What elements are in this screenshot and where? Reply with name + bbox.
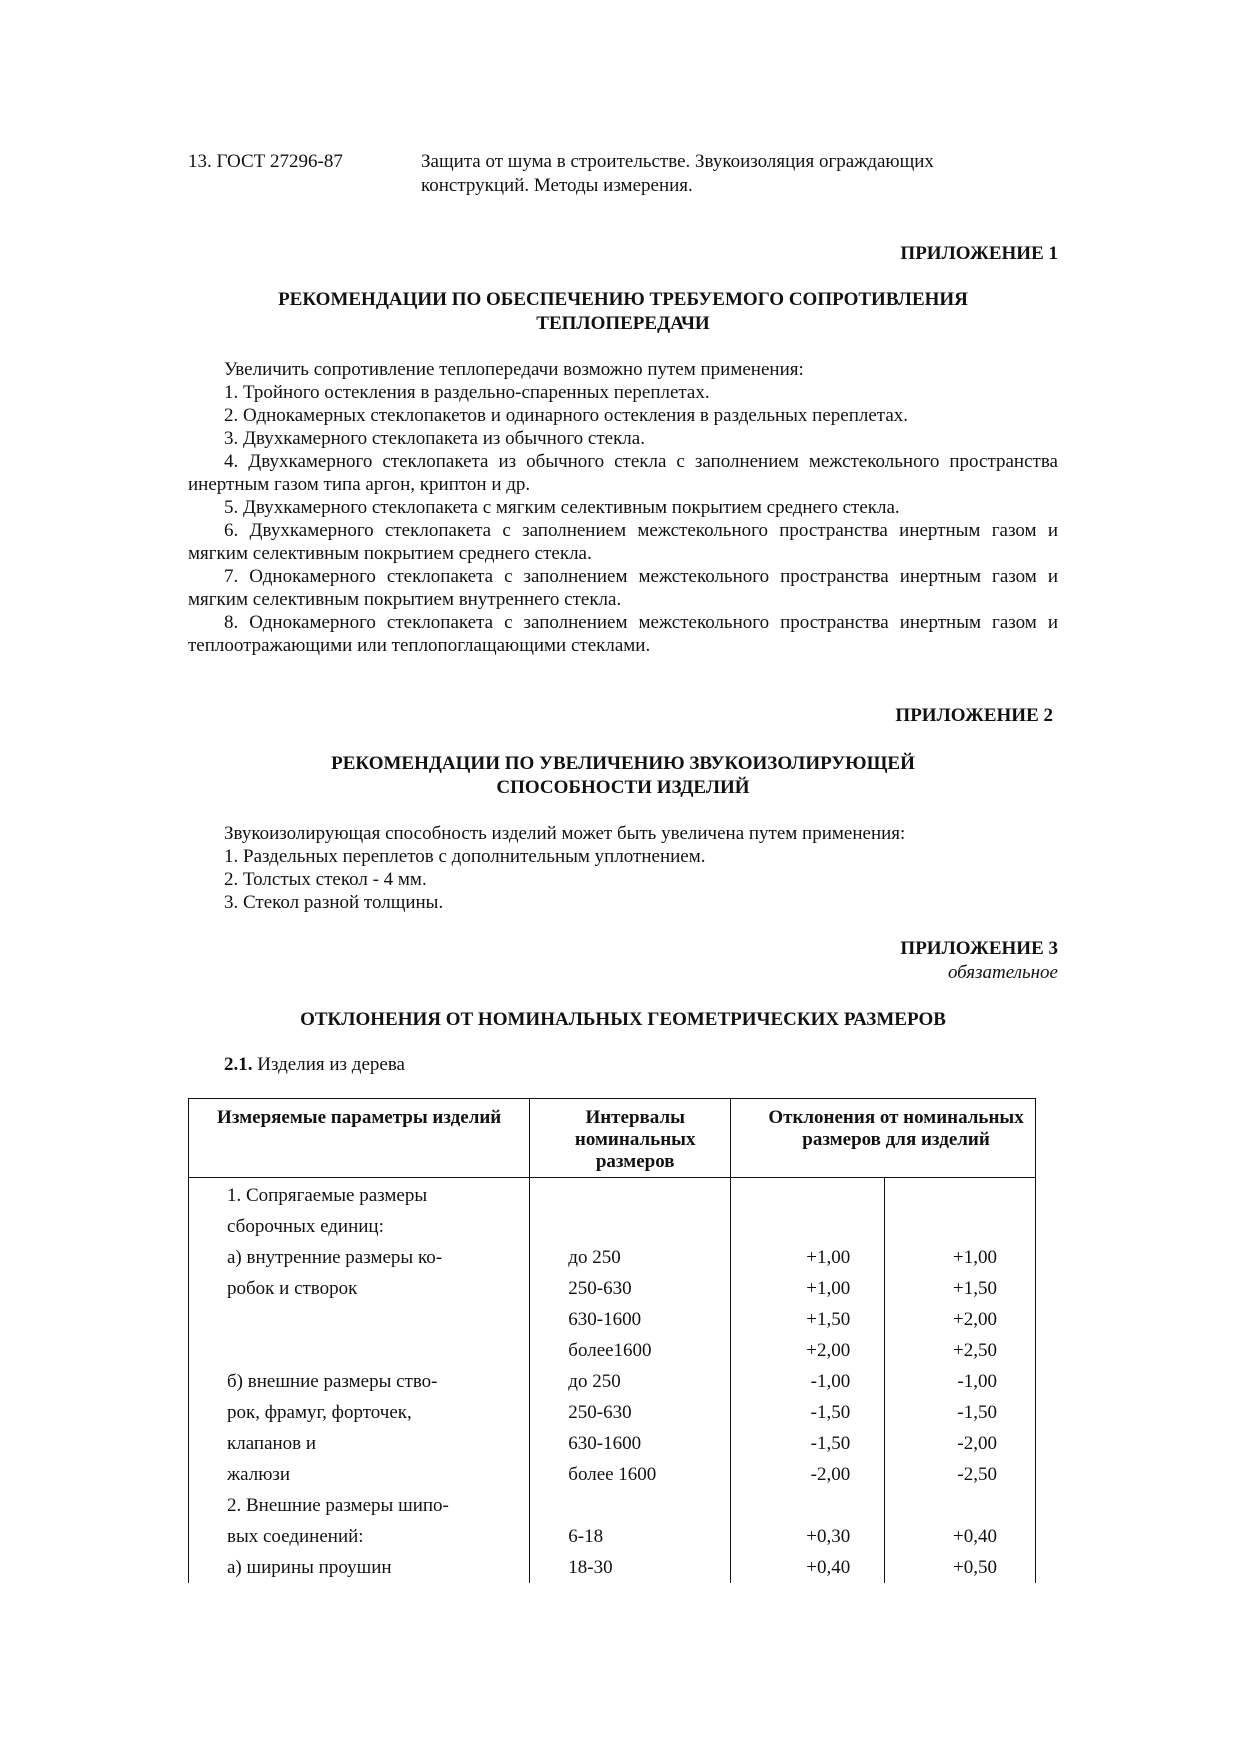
table-row xyxy=(189,1552,1036,1583)
table-row xyxy=(189,1304,1036,1335)
table-row xyxy=(189,1428,1036,1459)
reference-number: 13. ГОСТ 27296-87 xyxy=(188,151,343,172)
appendix-1-item: 6. Двухкамерного стеклопакета с заполнением межстекольного пространства инертным газом и мягким селективным покрытием среднего стекла. xyxy=(188,520,1058,564)
parameter-cell: рок, фрамуг, форточек, xyxy=(189,1397,530,1428)
table-row xyxy=(189,1366,1036,1397)
appendix-2-intro: Звукоизолирующая способность изделий может быть увеличена путем применения: xyxy=(224,823,906,844)
deviation-cell xyxy=(885,1178,1036,1212)
column-header: Измеряемые параметры изделий xyxy=(189,1099,530,1178)
parameter-cell: вых соединений: xyxy=(189,1521,530,1552)
column-header: Интервалы номинальных размеров xyxy=(530,1099,731,1178)
interval-cell: 6-18 xyxy=(530,1521,731,1552)
interval-cell xyxy=(530,1211,731,1242)
appendix-1-body xyxy=(188,358,1058,657)
parameter-cell: 1. Сопрягаемые размеры xyxy=(189,1178,530,1212)
appendix-1-item: 2. Однокамерных стеклопакетов и одинарного остекления в раздельных переплетах. xyxy=(224,405,909,426)
deviation-cell: +2,50 xyxy=(885,1335,1036,1366)
parameter-cell xyxy=(189,1335,530,1366)
appendix-1-item: 7. Однокамерного стеклопакета с заполнением межстекольного пространства инертным газом и мягким селективным покрытием внутреннего стекла. xyxy=(188,566,1058,610)
interval-cell: до 250 xyxy=(530,1366,731,1397)
deviation-cell xyxy=(731,1211,885,1242)
interval-cell: 630-1600 xyxy=(530,1428,731,1459)
deviation-cell: -1,50 xyxy=(731,1428,885,1459)
appendix-2-item: 2. Толстых стекол - 4 мм. xyxy=(224,869,427,890)
deviation-cell: +1,50 xyxy=(885,1273,1036,1304)
deviation-cell: +0,30 xyxy=(731,1521,885,1552)
interval-cell: 630-1600 xyxy=(530,1304,731,1335)
deviation-cell xyxy=(885,1490,1036,1521)
deviation-cell: -1,50 xyxy=(885,1397,1036,1428)
deviations-table xyxy=(188,1098,1036,1583)
column-header: Отклонения от номинальных размеров для изделий xyxy=(731,1099,1036,1178)
appendix-1-heading-line1: РЕКОМЕНДАЦИИ ПО ОБЕСПЕЧЕНИЮ ТРЕБУЕМОГО СОПРОТИВЛЕНИЯ xyxy=(278,289,968,310)
table-row xyxy=(189,1459,1036,1490)
appendix-2-body xyxy=(188,822,1058,914)
deviation-cell: +0,40 xyxy=(885,1521,1036,1552)
parameter-cell: а) внутренние размеры ко- xyxy=(189,1242,530,1273)
deviation-cell: -2,00 xyxy=(731,1459,885,1490)
deviation-cell xyxy=(731,1178,885,1212)
table-row xyxy=(189,1335,1036,1366)
deviation-cell: +2,00 xyxy=(731,1335,885,1366)
table-row xyxy=(189,1211,1036,1242)
deviation-cell: +2,00 xyxy=(885,1304,1036,1335)
deviation-cell: +0,50 xyxy=(885,1552,1036,1583)
deviation-cell: +1,00 xyxy=(731,1273,885,1304)
table-row xyxy=(189,1178,1036,1212)
table-header-row xyxy=(189,1099,1036,1178)
parameter-cell: 2. Внешние размеры шипо- xyxy=(189,1490,530,1521)
section-title: Изделия из дерева xyxy=(257,1054,405,1075)
table-row xyxy=(189,1397,1036,1428)
deviation-cell xyxy=(885,1211,1036,1242)
appendix-3-heading: ОТКЛОНЕНИЯ ОТ НОМИНАЛЬНЫХ ГЕОМЕТРИЧЕСКИХ РАЗМЕРОВ xyxy=(300,1009,946,1030)
appendix-1-label: ПРИЛОЖЕНИЕ 1 xyxy=(900,243,1058,264)
appendix-1-heading xyxy=(188,288,1058,336)
interval-cell: 18-30 xyxy=(530,1552,731,1583)
table-row xyxy=(189,1521,1036,1552)
deviation-cell: +1,00 xyxy=(885,1242,1036,1273)
appendix-2-item: 3. Стекол разной толщины. xyxy=(224,892,444,913)
parameter-cell xyxy=(189,1304,530,1335)
appendix-1-item: 5. Двухкамерного стеклопакета с мягким селективным покрытием среднего стекла. xyxy=(224,497,900,518)
appendix-1-item: 3. Двухкамерного стеклопакета из обычного стекла. xyxy=(224,428,645,449)
table-row xyxy=(189,1490,1036,1521)
deviation-cell: +1,50 xyxy=(731,1304,885,1335)
parameter-cell: б) внешние размеры ство- xyxy=(189,1366,530,1397)
appendix-2-label: ПРИЛОЖЕНИЕ 2 xyxy=(895,705,1053,726)
parameter-cell: клапанов и xyxy=(189,1428,530,1459)
appendix-1-heading-line2: ТЕПЛОПЕРЕДАЧИ xyxy=(536,313,710,334)
table-row xyxy=(189,1242,1036,1273)
deviation-cell: -1,00 xyxy=(885,1366,1036,1397)
interval-cell xyxy=(530,1490,731,1521)
reference-title: Защита от шума в строительстве. Звукоизоляция ограждающих конструкций. Методы измерения. xyxy=(421,151,934,196)
appendix-1-intro: Увеличить сопротивление теплопередачи возможно путем применения: xyxy=(224,359,804,380)
interval-cell xyxy=(530,1178,731,1212)
parameter-cell: робок и створок xyxy=(189,1273,530,1304)
interval-cell: 250-630 xyxy=(530,1397,731,1428)
parameter-cell: жалюзи xyxy=(189,1459,530,1490)
appendix-3-label: ПРИЛОЖЕНИЕ 3 xyxy=(900,938,1058,959)
interval-cell: до 250 xyxy=(530,1242,731,1273)
appendix-3-status: обязательное xyxy=(947,962,1058,983)
interval-cell: 250-630 xyxy=(530,1273,731,1304)
appendix-2-heading-line2: СПОСОБНОСТИ ИЗДЕЛИЙ xyxy=(496,777,750,798)
parameter-cell: сборочных единиц: xyxy=(189,1211,530,1242)
deviation-cell xyxy=(731,1490,885,1521)
interval-cell: более1600 xyxy=(530,1335,731,1366)
interval-cell: более 1600 xyxy=(530,1459,731,1490)
deviation-cell: +1,00 xyxy=(731,1242,885,1273)
appendix-2-item: 1. Раздельных переплетов с дополнительным уплотнением. xyxy=(224,846,706,867)
deviation-cell: -1,50 xyxy=(731,1397,885,1428)
deviation-cell: +0,40 xyxy=(731,1552,885,1583)
deviation-cell: -1,00 xyxy=(731,1366,885,1397)
section-number: 2.1. xyxy=(224,1054,253,1075)
table-row xyxy=(189,1273,1036,1304)
appendix-1-item: 1. Тройного остекления в раздельно-спаренных переплетах. xyxy=(224,382,710,403)
appendix-2-heading xyxy=(188,752,1058,800)
parameter-cell: а) ширины проушин xyxy=(189,1552,530,1583)
deviation-cell: -2,50 xyxy=(885,1459,1036,1490)
table-body xyxy=(189,1178,1036,1584)
appendix-1-item: 4. Двухкамерного стеклопакета из обычного стекла с заполнением межстекольного пространства инертным газом типа аргон, криптон и др. xyxy=(188,451,1058,495)
deviation-cell: -2,00 xyxy=(885,1428,1036,1459)
appendix-1-item: 8. Однокамерного стеклопакета с заполнением межстекольного пространства инертным газом и теплоотражающими или теплопоглащающими стеклами. xyxy=(188,612,1058,656)
appendix-2-heading-line1: РЕКОМЕНДАЦИИ ПО УВЕЛИЧЕНИЮ ЗВУКОИЗОЛИРУЮЩЕЙ xyxy=(331,753,915,774)
section-heading xyxy=(224,1054,405,1076)
